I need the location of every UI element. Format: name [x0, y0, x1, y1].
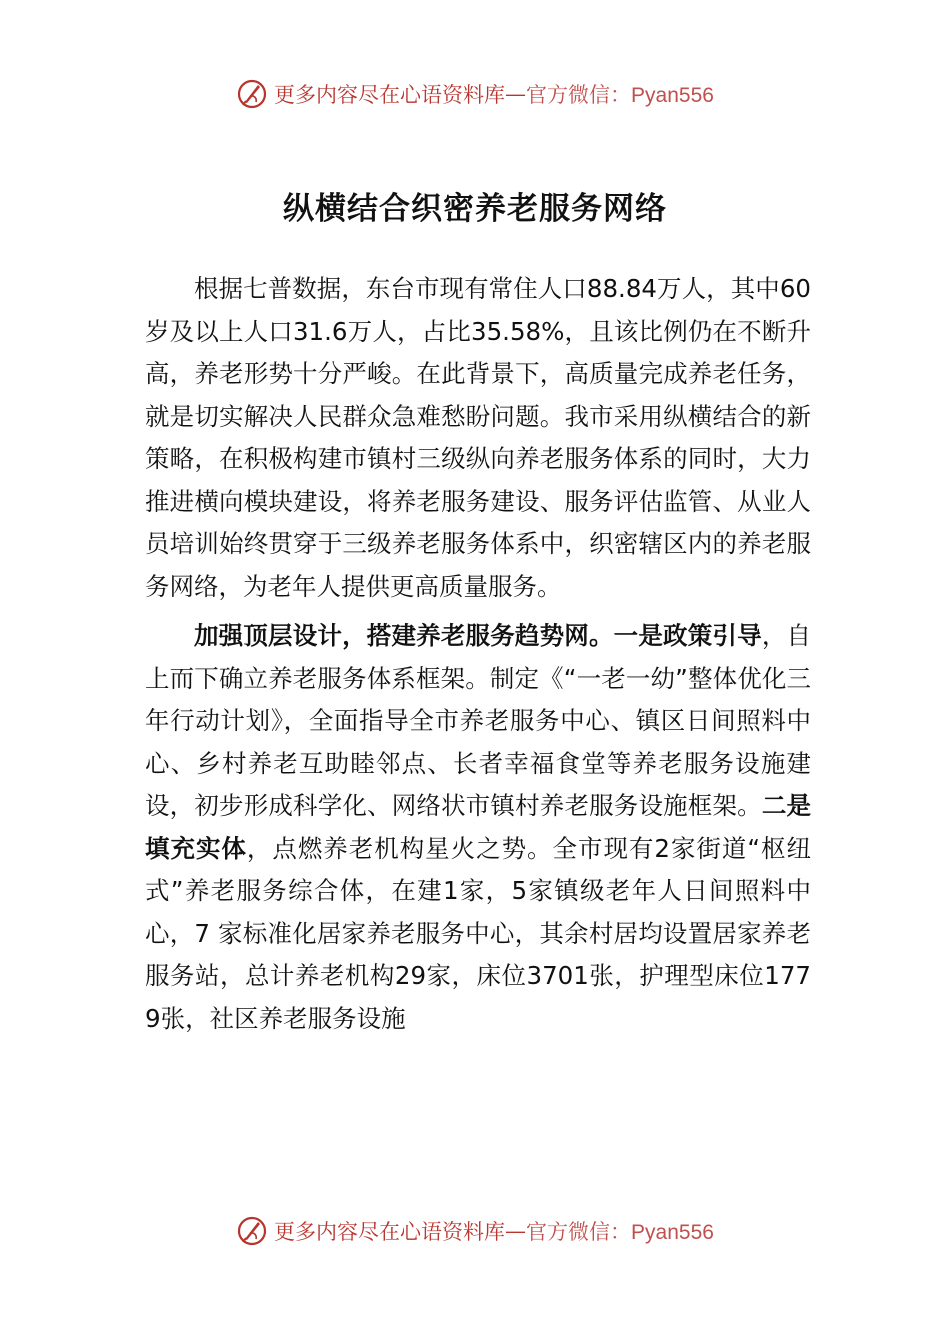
paragraph-2-lead: 加强顶层设计，搭建养老服务趋势网。一是政策引导	[194, 621, 762, 650]
document-body	[145, 268, 811, 1040]
footer-contact: 官方微信：Pyan556	[526, 1221, 714, 1244]
footer-dash: —	[505, 1219, 527, 1243]
header-contact: 官方微信：Pyan556	[526, 84, 714, 107]
quill-pen-logo-icon	[236, 78, 268, 110]
quill-pen-logo-icon	[236, 1215, 268, 1247]
paragraph-2	[145, 615, 811, 1040]
header-tagline: 更多内容尽在心语资料库	[274, 83, 506, 107]
header-banner	[0, 74, 950, 114]
header-dash: —	[505, 82, 527, 106]
footer-banner	[0, 1211, 950, 1251]
paragraph-2-text-2: ，点燃养老机构星火之势。全市现有2家街道“枢纽式”养老服务综合体，在建1家，5家镇级老年人日间照料中心，7 家标准化居家养老服务中心，其余村居均设置居家养老服务站，总计养老机构29家，床位3701张，护理型床位1779张，社区养老服务设施	[145, 833, 812, 1033]
paragraph-1: 根据七普数据，东台市现有常住人口88.84万人，其中60岁及以上人口31.6万人，占比35.58%，且该比例仍在不断升高，养老形势十分严峻。在此背景下，高质量完成养老任务，就是切实解决人民群众急难愁盼问题。我市采用纵横结合的新策略，在积极构建市镇村三级纵向养老服务体系的同时，大力推进横向模块建设，将养老服务建设、服务评估监管、从业人员培训始终贯穿于三级养老服务体系中，织密辖区内的养老服务网络，为老年人提供更高质量服务。	[145, 274, 811, 601]
paragraph-2-text-1: ，自上而下确立养老服务体系框架。制定《“一老一幼”整体优化三年行动计划》，全面指导全市养老服务中心、镇区日间照料中心、乡村养老互助睦邻点、长者幸福食堂等养老服务设施建设，初步形成科学化、网络状市镇村养老服务设施框架。	[145, 621, 811, 820]
document-title: 纵横结合织密养老服务网络	[283, 191, 667, 227]
paragraph-2-lead-2: 二是填充实体	[145, 791, 812, 863]
footer-tagline: 更多内容尽在心语资料库	[274, 1220, 506, 1244]
